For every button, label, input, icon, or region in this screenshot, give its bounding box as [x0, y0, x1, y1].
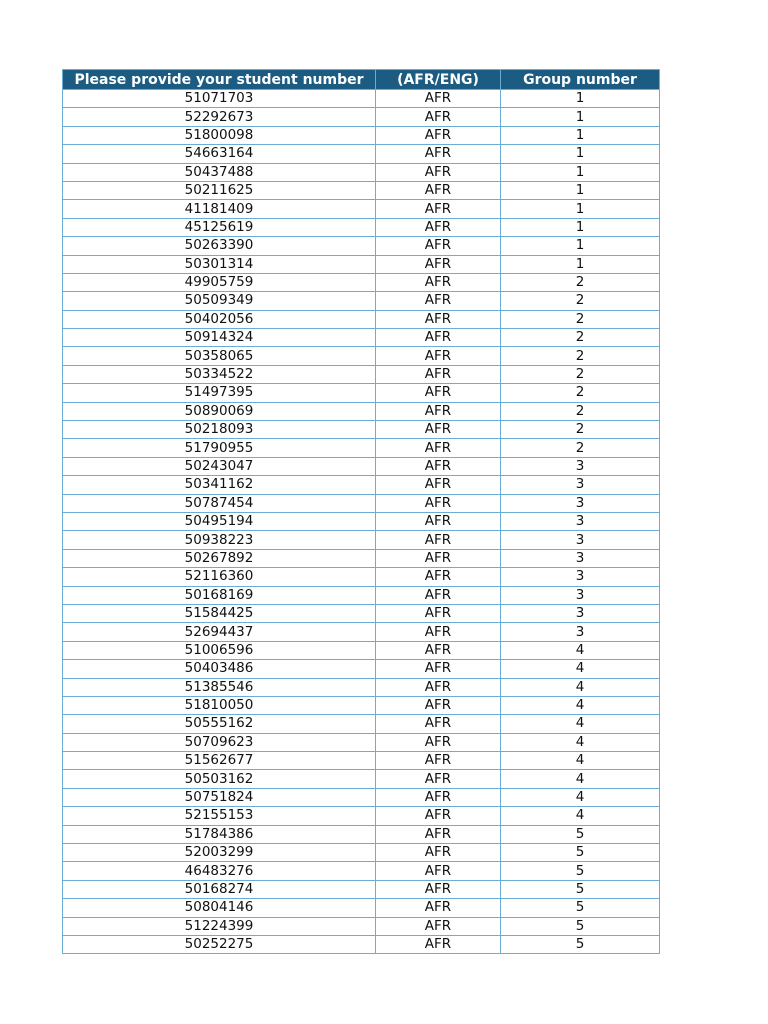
language-cell: AFR: [376, 494, 501, 512]
student-number-cell: 50402056: [63, 310, 376, 328]
header-student-number: Please provide your student number: [63, 70, 376, 90]
group-number-cell: 3: [501, 586, 660, 604]
student-number-cell: 50890069: [63, 402, 376, 420]
student-number-cell: 52155153: [63, 807, 376, 825]
language-cell: AFR: [376, 935, 501, 953]
student-number-cell: 50509349: [63, 292, 376, 310]
language-cell: AFR: [376, 715, 501, 733]
student-number-cell: 50938223: [63, 531, 376, 549]
table-row: [63, 365, 660, 383]
student-number-cell: 49905759: [63, 273, 376, 291]
student-number-cell: 50437488: [63, 163, 376, 181]
student-number-cell: 52694437: [63, 623, 376, 641]
group-number-cell: 2: [501, 384, 660, 402]
language-cell: AFR: [376, 844, 501, 862]
language-cell: AFR: [376, 512, 501, 530]
language-cell: AFR: [376, 347, 501, 365]
group-number-cell: 1: [501, 126, 660, 144]
header-language: (AFR/ENG): [376, 70, 501, 90]
language-cell: AFR: [376, 880, 501, 898]
group-number-cell: 3: [501, 623, 660, 641]
student-number-cell: 51071703: [63, 90, 376, 108]
table-body: [63, 90, 660, 954]
language-cell: AFR: [376, 899, 501, 917]
table-row: [63, 678, 660, 696]
language-cell: AFR: [376, 660, 501, 678]
group-number-cell: 3: [501, 494, 660, 512]
group-number-cell: 1: [501, 218, 660, 236]
group-number-cell: 2: [501, 292, 660, 310]
group-number-cell: 1: [501, 108, 660, 126]
table-row: [63, 641, 660, 659]
group-number-cell: 4: [501, 715, 660, 733]
group-number-cell: 1: [501, 90, 660, 108]
student-number-cell: 41181409: [63, 200, 376, 218]
language-cell: AFR: [376, 678, 501, 696]
student-number-cell: 50218093: [63, 421, 376, 439]
group-number-cell: 2: [501, 310, 660, 328]
group-number-cell: 4: [501, 678, 660, 696]
table-row: [63, 310, 660, 328]
group-number-cell: 1: [501, 181, 660, 199]
group-number-cell: 1: [501, 200, 660, 218]
table-row: [63, 770, 660, 788]
table-row: [63, 237, 660, 255]
language-cell: AFR: [376, 788, 501, 806]
group-number-cell: 1: [501, 145, 660, 163]
table-row: [63, 549, 660, 567]
table-row: [63, 457, 660, 475]
table-row: [63, 145, 660, 163]
student-number-cell: 51584425: [63, 604, 376, 622]
table-row: [63, 255, 660, 273]
student-number-cell: 50751824: [63, 788, 376, 806]
student-number-cell: 50168274: [63, 880, 376, 898]
table-row: [63, 181, 660, 199]
language-cell: AFR: [376, 733, 501, 751]
group-number-cell: 5: [501, 899, 660, 917]
table-row: [63, 512, 660, 530]
language-cell: AFR: [376, 862, 501, 880]
group-number-cell: 5: [501, 862, 660, 880]
language-cell: AFR: [376, 752, 501, 770]
table-row: [63, 586, 660, 604]
language-cell: AFR: [376, 586, 501, 604]
student-number-cell: 50503162: [63, 770, 376, 788]
student-number-cell: 51006596: [63, 641, 376, 659]
language-cell: AFR: [376, 421, 501, 439]
language-cell: AFR: [376, 384, 501, 402]
language-cell: AFR: [376, 365, 501, 383]
table-row: [63, 696, 660, 714]
table-row: [63, 402, 660, 420]
language-cell: AFR: [376, 696, 501, 714]
group-number-cell: 4: [501, 752, 660, 770]
language-cell: AFR: [376, 181, 501, 199]
student-number-cell: 45125619: [63, 218, 376, 236]
table-row: [63, 788, 660, 806]
table-row: [63, 899, 660, 917]
table-row: [63, 531, 660, 549]
table-row: [63, 715, 660, 733]
table-row: [63, 218, 660, 236]
table-row: [63, 862, 660, 880]
table-row: [63, 807, 660, 825]
student-number-cell: 52003299: [63, 844, 376, 862]
group-number-cell: 2: [501, 365, 660, 383]
student-number-cell: 50804146: [63, 899, 376, 917]
student-number-cell: 51790955: [63, 439, 376, 457]
student-number-cell: 50403486: [63, 660, 376, 678]
student-number-cell: 50252275: [63, 935, 376, 953]
language-cell: AFR: [376, 218, 501, 236]
language-cell: AFR: [376, 145, 501, 163]
group-number-cell: 3: [501, 457, 660, 475]
group-number-cell: 2: [501, 421, 660, 439]
language-cell: AFR: [376, 292, 501, 310]
language-cell: AFR: [376, 807, 501, 825]
group-number-cell: 5: [501, 935, 660, 953]
student-number-cell: 50787454: [63, 494, 376, 512]
spreadsheet-page: [62, 69, 659, 954]
group-number-cell: 4: [501, 660, 660, 678]
student-number-cell: 50358065: [63, 347, 376, 365]
group-number-cell: 2: [501, 347, 660, 365]
table-row: [63, 935, 660, 953]
student-number-cell: 51497395: [63, 384, 376, 402]
group-number-cell: 3: [501, 512, 660, 530]
student-number-cell: 50168169: [63, 586, 376, 604]
group-number-cell: 3: [501, 531, 660, 549]
group-number-cell: 5: [501, 825, 660, 843]
header-group-number: Group number: [501, 70, 660, 90]
student-number-cell: 50914324: [63, 329, 376, 347]
language-cell: AFR: [376, 163, 501, 181]
language-cell: AFR: [376, 770, 501, 788]
student-number-cell: 54663164: [63, 145, 376, 163]
language-cell: AFR: [376, 825, 501, 843]
table-row: [63, 917, 660, 935]
student-number-cell: 51810050: [63, 696, 376, 714]
table-row: [63, 384, 660, 402]
table-row: [63, 604, 660, 622]
group-number-cell: 4: [501, 641, 660, 659]
student-number-cell: 46483276: [63, 862, 376, 880]
student-number-cell: 50709623: [63, 733, 376, 751]
group-number-cell: 5: [501, 844, 660, 862]
student-number-cell: 50495194: [63, 512, 376, 530]
language-cell: AFR: [376, 623, 501, 641]
language-cell: AFR: [376, 90, 501, 108]
language-cell: AFR: [376, 604, 501, 622]
group-number-cell: 3: [501, 604, 660, 622]
group-number-cell: 1: [501, 163, 660, 181]
student-group-table: [62, 69, 660, 954]
language-cell: AFR: [376, 917, 501, 935]
group-number-cell: 4: [501, 770, 660, 788]
group-number-cell: 2: [501, 273, 660, 291]
table-row: [63, 292, 660, 310]
student-number-cell: 50267892: [63, 549, 376, 567]
table-row: [63, 347, 660, 365]
group-number-cell: 5: [501, 880, 660, 898]
table-row: [63, 108, 660, 126]
student-number-cell: 51562677: [63, 752, 376, 770]
group-number-cell: 1: [501, 237, 660, 255]
table-row: [63, 329, 660, 347]
table-row: [63, 200, 660, 218]
language-cell: AFR: [376, 549, 501, 567]
table-row: [63, 439, 660, 457]
table-row: [63, 825, 660, 843]
table-row: [63, 476, 660, 494]
table-row: [63, 90, 660, 108]
language-cell: AFR: [376, 237, 501, 255]
language-cell: AFR: [376, 108, 501, 126]
group-number-cell: 4: [501, 788, 660, 806]
table-row: [63, 660, 660, 678]
group-number-cell: 3: [501, 476, 660, 494]
group-number-cell: 2: [501, 402, 660, 420]
student-number-cell: 50243047: [63, 457, 376, 475]
table-row: [63, 421, 660, 439]
group-number-cell: 1: [501, 255, 660, 273]
group-number-cell: 2: [501, 329, 660, 347]
header-row: [63, 70, 660, 90]
group-number-cell: 4: [501, 807, 660, 825]
language-cell: AFR: [376, 439, 501, 457]
table-row: [63, 126, 660, 144]
student-number-cell: 51784386: [63, 825, 376, 843]
language-cell: AFR: [376, 641, 501, 659]
student-number-cell: 51385546: [63, 678, 376, 696]
language-cell: AFR: [376, 568, 501, 586]
language-cell: AFR: [376, 531, 501, 549]
language-cell: AFR: [376, 329, 501, 347]
table-row: [63, 752, 660, 770]
student-number-cell: 51800098: [63, 126, 376, 144]
student-number-cell: 50211625: [63, 181, 376, 199]
student-number-cell: 50555162: [63, 715, 376, 733]
language-cell: AFR: [376, 402, 501, 420]
language-cell: AFR: [376, 273, 501, 291]
language-cell: AFR: [376, 126, 501, 144]
student-number-cell: 52292673: [63, 108, 376, 126]
language-cell: AFR: [376, 255, 501, 273]
student-number-cell: 50341162: [63, 476, 376, 494]
student-number-cell: 50263390: [63, 237, 376, 255]
student-number-cell: 51224399: [63, 917, 376, 935]
language-cell: AFR: [376, 200, 501, 218]
table-row: [63, 733, 660, 751]
student-number-cell: 50301314: [63, 255, 376, 273]
table-row: [63, 880, 660, 898]
group-number-cell: 4: [501, 696, 660, 714]
student-number-cell: 50334522: [63, 365, 376, 383]
language-cell: AFR: [376, 476, 501, 494]
student-number-cell: 52116360: [63, 568, 376, 586]
table-row: [63, 844, 660, 862]
language-cell: AFR: [376, 457, 501, 475]
group-number-cell: 5: [501, 917, 660, 935]
table-row: [63, 494, 660, 512]
table-row: [63, 568, 660, 586]
group-number-cell: 4: [501, 733, 660, 751]
group-number-cell: 3: [501, 549, 660, 567]
group-number-cell: 2: [501, 439, 660, 457]
table-row: [63, 163, 660, 181]
table-row: [63, 273, 660, 291]
group-number-cell: 3: [501, 568, 660, 586]
language-cell: AFR: [376, 310, 501, 328]
table-row: [63, 623, 660, 641]
